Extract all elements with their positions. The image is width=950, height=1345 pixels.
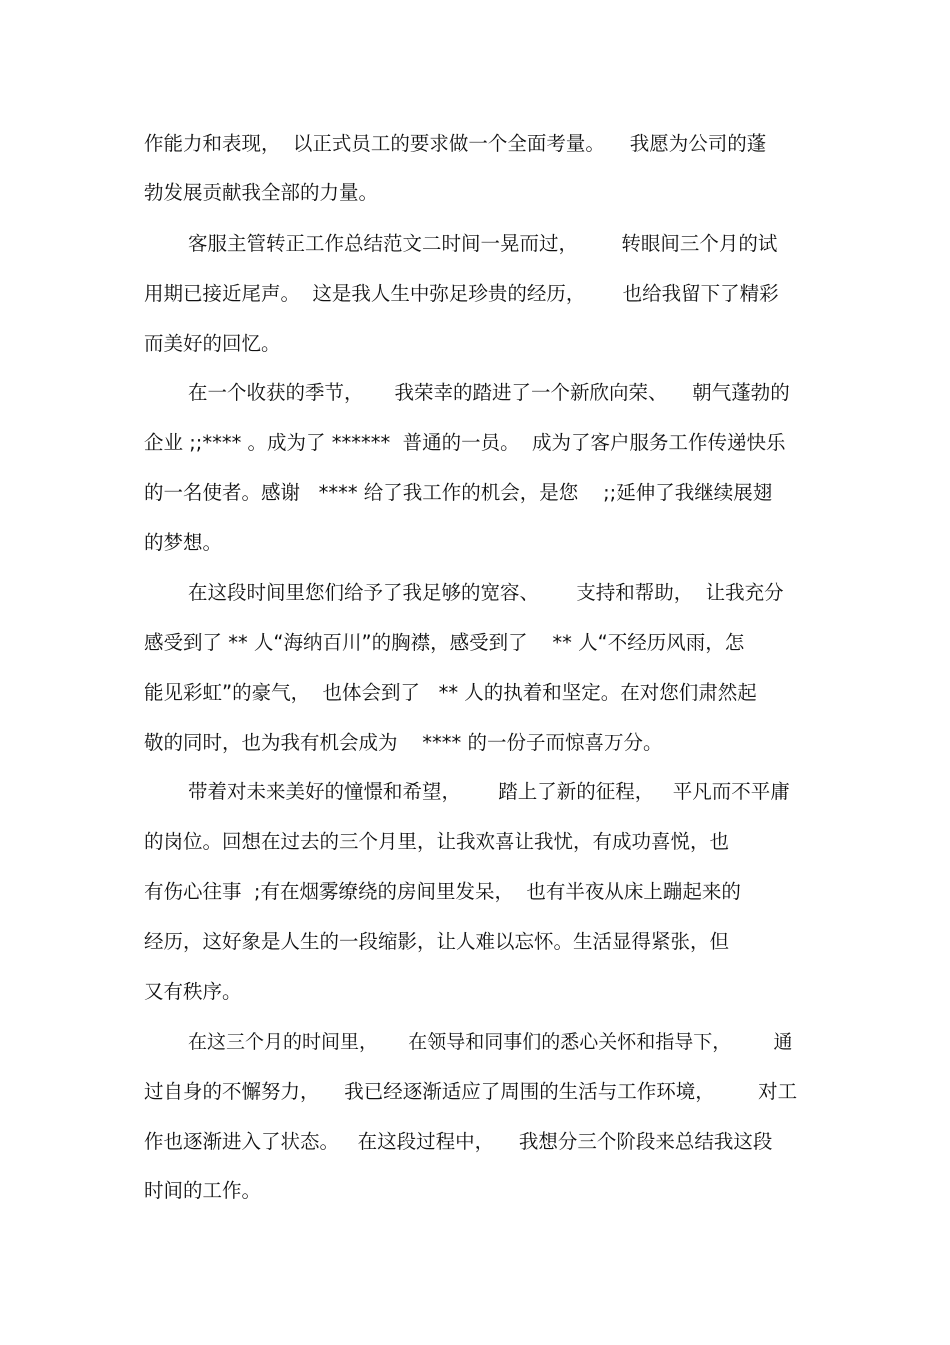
text-line: 作也逐渐进入了状态。 在这段过程中， 我想分三个阶段来总结我这段	[144, 1130, 773, 1153]
text-line: 的梦想。	[144, 531, 223, 554]
text-line: 在这三个月的时间里， 在领导和同事们的悉心关怀和指导下， 通	[188, 1031, 793, 1053]
text-line: 的岗位。回想在过去的三个月里，让我欢喜让我忧，有成功喜悦，也	[144, 830, 730, 853]
text-line: 企业 ;;**** 。成为了 ****** 普通的一员。 成为了客户服务工作传递快乐	[144, 431, 786, 454]
text-line: 在这段时间里您们给予了我足够的宽容、 支持和帮助， 让我充分	[188, 581, 784, 604]
text-line: 时间的工作。	[144, 1179, 262, 1202]
text-line: 能见彩虹”的豪气， 也体会到了 ** 人的执着和坚定。在对您们肃然起	[144, 681, 757, 704]
text-line: 经历，这好象是人生的一段缩影，让人难以忘怀。生活显得紧张，但	[144, 930, 730, 953]
text-line: 过自身的不懈努力， 我已经逐渐适应了周围的生活与工作环境， 对工	[144, 1080, 798, 1103]
text-line: 用期已接近尾声。 这是我人生中弥足珍贵的经历， 也给我留下了精彩	[144, 282, 779, 305]
text-line: 带着对未来美好的憧憬和希望， 踏上了新的征程， 平凡而不平庸	[188, 780, 790, 803]
text-line: 在一个收获的季节， 我荣幸的踏进了一个新欣向荣、 朝气蓬勃的	[188, 381, 790, 404]
text-line: 客服主管转正工作总结范文二时间一晃而过， 转眼间三个月的试	[188, 232, 778, 255]
text-line: 勃发展贡献我全部的力量。	[144, 181, 379, 204]
text-line: 又有秩序。	[144, 980, 242, 1003]
text-line: 有伤心往事 ;有在烟雾缭绕的房间里发呆， 也有半夜从床上蹦起来的	[144, 880, 741, 903]
text-line: 感受到了 ** 人“海纳百川”的胸襟，感受到了 ** 人“不经历风雨，怎	[144, 631, 745, 654]
text-line: 作能力和表现， 以正式员工的要求做一个全面考量。 我愿为公司的蓬	[144, 132, 767, 155]
text-line: 的一名使者。感谢 **** 给了我工作的机会，是您 ;;延伸了我继续展翅	[144, 481, 773, 504]
text-line: 而美好的回忆。	[144, 332, 281, 355]
text-line: 敬的同时，也为我有机会成为 **** 的一份子而惊喜万分。	[144, 731, 663, 754]
